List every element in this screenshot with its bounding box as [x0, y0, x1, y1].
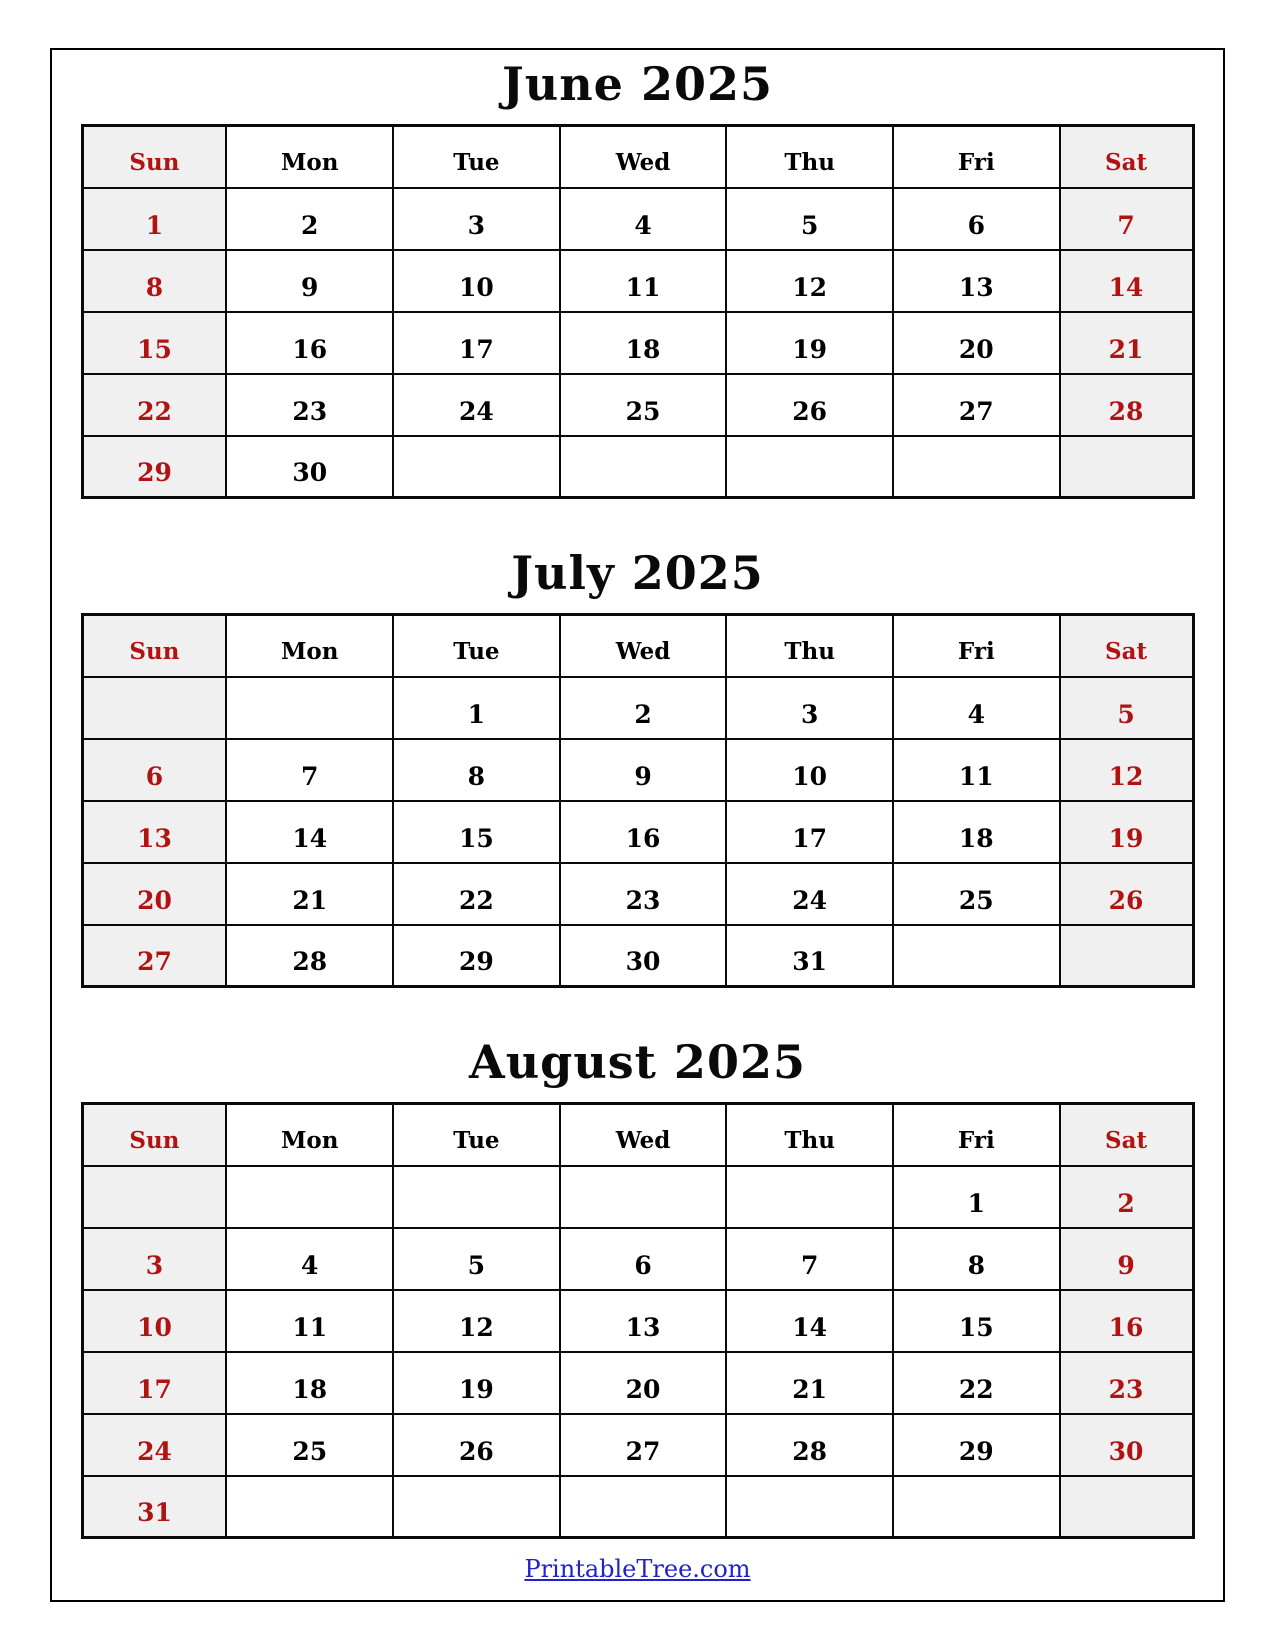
day-cell: 10 [393, 250, 560, 312]
day-cell: 22 [893, 1352, 1060, 1414]
month-section-june [52, 56, 1223, 499]
day-cell: 31 [82, 1476, 226, 1538]
weekday-header-wed: Wed [560, 1104, 727, 1166]
day-cell: 14 [226, 801, 393, 863]
day-cell: 29 [893, 1414, 1060, 1476]
day-cell: 9 [226, 250, 393, 312]
day-cell: 24 [726, 863, 893, 925]
day-cell: 23 [560, 863, 727, 925]
weekday-header-row [82, 126, 1193, 188]
week-row [82, 1228, 1193, 1290]
day-cell: 21 [726, 1352, 893, 1414]
day-cell: 19 [393, 1352, 560, 1414]
empty-day-cell [560, 1166, 727, 1228]
weekday-header-fri: Fri [893, 1104, 1060, 1166]
day-cell: 31 [726, 925, 893, 987]
empty-day-cell [226, 1166, 393, 1228]
weekday-header-wed: Wed [560, 126, 727, 188]
day-cell: 15 [82, 312, 226, 374]
day-cell: 7 [726, 1228, 893, 1290]
empty-day-cell [726, 1476, 893, 1538]
day-cell: 27 [893, 374, 1060, 436]
day-cell: 26 [726, 374, 893, 436]
empty-day-cell [726, 1166, 893, 1228]
day-cell: 20 [893, 312, 1060, 374]
week-row [82, 436, 1193, 498]
week-row [82, 1352, 1193, 1414]
day-cell: 22 [82, 374, 226, 436]
weekday-header-mon: Mon [226, 1104, 393, 1166]
day-cell: 3 [393, 188, 560, 250]
day-cell: 3 [82, 1228, 226, 1290]
empty-day-cell [893, 925, 1060, 987]
day-cell: 17 [726, 801, 893, 863]
week-row [82, 374, 1193, 436]
week-row [82, 739, 1193, 801]
day-cell: 4 [893, 677, 1060, 739]
day-cell: 25 [560, 374, 727, 436]
empty-day-cell [1060, 1476, 1193, 1538]
empty-day-cell [560, 1476, 727, 1538]
day-cell: 21 [226, 863, 393, 925]
day-cell: 23 [1060, 1352, 1193, 1414]
day-cell: 29 [82, 436, 226, 498]
day-cell: 7 [1060, 188, 1193, 250]
day-cell: 12 [726, 250, 893, 312]
day-cell: 1 [893, 1166, 1060, 1228]
week-row [82, 677, 1193, 739]
day-cell: 30 [1060, 1414, 1193, 1476]
weekday-header-sun: Sun [82, 615, 226, 677]
day-cell: 17 [393, 312, 560, 374]
weekday-header-thu: Thu [726, 1104, 893, 1166]
weekday-header-wed: Wed [560, 615, 727, 677]
weekday-header-sat: Sat [1060, 615, 1193, 677]
day-cell: 18 [560, 312, 727, 374]
day-cell: 16 [226, 312, 393, 374]
calendar-table [81, 124, 1195, 499]
day-cell: 4 [226, 1228, 393, 1290]
weekday-header-fri: Fri [893, 615, 1060, 677]
day-cell: 24 [393, 374, 560, 436]
day-cell: 12 [393, 1290, 560, 1352]
day-cell: 3 [726, 677, 893, 739]
day-cell: 28 [1060, 374, 1193, 436]
day-cell: 1 [82, 188, 226, 250]
day-cell: 2 [226, 188, 393, 250]
empty-day-cell [226, 1476, 393, 1538]
day-cell: 13 [82, 801, 226, 863]
day-cell: 20 [560, 1352, 727, 1414]
day-cell: 28 [726, 1414, 893, 1476]
empty-day-cell [393, 1166, 560, 1228]
weekday-header-sat: Sat [1060, 1104, 1193, 1166]
day-cell: 12 [1060, 739, 1193, 801]
day-cell: 19 [1060, 801, 1193, 863]
day-cell: 28 [226, 925, 393, 987]
weekday-header-mon: Mon [226, 615, 393, 677]
day-cell: 5 [726, 188, 893, 250]
week-row [82, 188, 1193, 250]
weekday-header-sun: Sun [82, 1104, 226, 1166]
day-cell: 23 [226, 374, 393, 436]
empty-day-cell [393, 436, 560, 498]
day-cell: 11 [226, 1290, 393, 1352]
day-cell: 14 [726, 1290, 893, 1352]
week-row [82, 1414, 1193, 1476]
day-cell: 6 [82, 739, 226, 801]
day-cell: 22 [393, 863, 560, 925]
weekday-header-fri: Fri [893, 126, 1060, 188]
day-cell: 13 [560, 1290, 727, 1352]
weekday-header-thu: Thu [726, 615, 893, 677]
weekday-header-tue: Tue [393, 1104, 560, 1166]
weekday-header-sat: Sat [1060, 126, 1193, 188]
day-cell: 5 [1060, 677, 1193, 739]
day-cell: 26 [1060, 863, 1193, 925]
empty-day-cell [1060, 436, 1193, 498]
month-section-july [52, 545, 1223, 988]
month-title: July 2025 [511, 546, 764, 600]
week-row [82, 250, 1193, 312]
day-cell: 30 [226, 436, 393, 498]
week-row [82, 863, 1193, 925]
empty-day-cell [82, 1166, 226, 1228]
day-cell: 30 [560, 925, 727, 987]
day-cell: 14 [1060, 250, 1193, 312]
empty-day-cell [393, 1476, 560, 1538]
week-row [82, 1290, 1193, 1352]
day-cell: 20 [82, 863, 226, 925]
week-row [82, 312, 1193, 374]
day-cell: 1 [393, 677, 560, 739]
day-cell: 29 [393, 925, 560, 987]
month-section-august [52, 1034, 1223, 1539]
weekday-header-thu: Thu [726, 126, 893, 188]
day-cell: 6 [560, 1228, 727, 1290]
day-cell: 11 [560, 250, 727, 312]
calendar-table [81, 613, 1195, 988]
months-container [52, 56, 1223, 1539]
weekday-header-row [82, 1104, 1193, 1166]
day-cell: 25 [226, 1414, 393, 1476]
empty-day-cell [226, 677, 393, 739]
footer-link[interactable]: PrintableTree.com [524, 1555, 751, 1583]
day-cell: 16 [1060, 1290, 1193, 1352]
day-cell: 2 [560, 677, 727, 739]
day-cell: 25 [893, 863, 1060, 925]
day-cell: 27 [560, 1414, 727, 1476]
day-cell: 8 [893, 1228, 1060, 1290]
page-border-frame [50, 48, 1225, 1602]
day-cell: 4 [560, 188, 727, 250]
month-title: August 2025 [469, 1035, 806, 1089]
footer [52, 1555, 1223, 1583]
calendar-table [81, 1102, 1195, 1539]
weekday-header-row [82, 615, 1193, 677]
day-cell: 16 [560, 801, 727, 863]
empty-day-cell [1060, 925, 1193, 987]
day-cell: 10 [726, 739, 893, 801]
day-cell: 7 [226, 739, 393, 801]
day-cell: 11 [893, 739, 1060, 801]
day-cell: 27 [82, 925, 226, 987]
empty-day-cell [893, 436, 1060, 498]
day-cell: 21 [1060, 312, 1193, 374]
week-row [82, 1476, 1193, 1538]
day-cell: 8 [82, 250, 226, 312]
day-cell: 15 [393, 801, 560, 863]
weekday-header-sun: Sun [82, 126, 226, 188]
day-cell: 18 [226, 1352, 393, 1414]
day-cell: 5 [393, 1228, 560, 1290]
day-cell: 9 [560, 739, 727, 801]
day-cell: 26 [393, 1414, 560, 1476]
day-cell: 9 [1060, 1228, 1193, 1290]
day-cell: 15 [893, 1290, 1060, 1352]
weekday-header-tue: Tue [393, 615, 560, 677]
month-title: June 2025 [502, 57, 773, 111]
empty-day-cell [893, 1476, 1060, 1538]
empty-day-cell [82, 677, 226, 739]
week-row [82, 925, 1193, 987]
day-cell: 2 [1060, 1166, 1193, 1228]
empty-day-cell [560, 436, 727, 498]
day-cell: 19 [726, 312, 893, 374]
day-cell: 10 [82, 1290, 226, 1352]
weekday-header-mon: Mon [226, 126, 393, 188]
weekday-header-tue: Tue [393, 126, 560, 188]
week-row [82, 1166, 1193, 1228]
day-cell: 6 [893, 188, 1060, 250]
day-cell: 18 [893, 801, 1060, 863]
week-row [82, 801, 1193, 863]
day-cell: 24 [82, 1414, 226, 1476]
day-cell: 13 [893, 250, 1060, 312]
empty-day-cell [726, 436, 893, 498]
day-cell: 8 [393, 739, 560, 801]
day-cell: 17 [82, 1352, 226, 1414]
